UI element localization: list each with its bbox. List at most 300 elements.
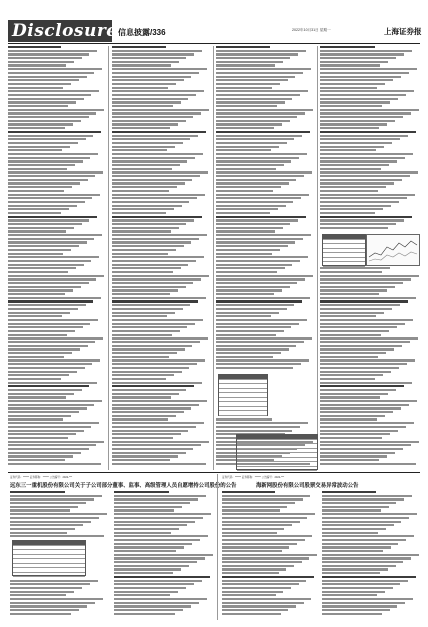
- text-line: [112, 293, 170, 295]
- newspaper-masthead: 上海证券报: [384, 27, 422, 36]
- text-line: [216, 359, 309, 361]
- text-line: [322, 576, 416, 578]
- text-line: [112, 300, 198, 302]
- text-line: [320, 61, 388, 63]
- text-line: [216, 238, 303, 240]
- text-line: [10, 605, 87, 607]
- text-line: [322, 506, 389, 508]
- text-line: [216, 68, 311, 70]
- text-line: [216, 345, 296, 347]
- text-line: [112, 131, 206, 133]
- text-column-1: [8, 46, 105, 470]
- text-line: [112, 282, 193, 284]
- text-line: [8, 297, 101, 299]
- text-line: [222, 557, 309, 559]
- text-line: [216, 422, 308, 424]
- text-line: [216, 83, 280, 85]
- text-line: [320, 146, 384, 148]
- text-line: [216, 175, 304, 177]
- text-line: [8, 238, 94, 240]
- text-line: [8, 304, 86, 306]
- text-line: [112, 444, 201, 446]
- text-line: [112, 433, 181, 435]
- text-line: [222, 521, 300, 523]
- text-line: [8, 282, 89, 284]
- text-line: [222, 498, 303, 500]
- text-line: [10, 513, 107, 515]
- text-line: [320, 437, 382, 439]
- text-line: [216, 241, 295, 243]
- text-line: [216, 101, 285, 103]
- text-line: [222, 509, 280, 511]
- text-line: [320, 452, 395, 454]
- text-line: [216, 312, 279, 314]
- text-line: [320, 341, 410, 343]
- text-line: [8, 400, 102, 402]
- text-line: [114, 528, 179, 530]
- text-line: [112, 219, 194, 221]
- text-line: [216, 212, 270, 214]
- text-line: [8, 359, 100, 361]
- text-line: [112, 109, 209, 111]
- text-line: [216, 297, 310, 299]
- section-rule: [8, 472, 420, 473]
- text-line: [10, 491, 65, 493]
- text-line: [10, 506, 78, 508]
- text-line: [216, 72, 303, 74]
- text-line: [112, 146, 175, 148]
- text-line: [10, 602, 95, 604]
- text-line: [8, 76, 87, 78]
- text-line: [322, 605, 397, 607]
- text-line: [216, 275, 313, 277]
- text-line: [216, 171, 312, 173]
- text-line: [8, 194, 100, 196]
- text-line: [216, 319, 307, 321]
- text-line: [112, 411, 184, 413]
- text-line: [320, 138, 400, 140]
- text-line: [114, 498, 198, 500]
- text-line: [8, 330, 75, 332]
- text-line: [8, 407, 87, 409]
- text-line: [216, 337, 312, 339]
- text-line: [216, 87, 272, 89]
- text-line: [320, 385, 404, 387]
- text-line: [114, 576, 210, 578]
- text-line: [8, 179, 88, 181]
- text-line: [8, 205, 77, 207]
- text-line: [8, 186, 72, 188]
- text-line: [8, 418, 63, 420]
- text-line: [216, 278, 305, 280]
- text-line: [222, 495, 310, 497]
- text-line: [114, 565, 189, 567]
- text-line: [216, 352, 281, 354]
- text-line: [216, 208, 278, 210]
- text-line: [216, 227, 283, 229]
- text-line: [8, 171, 103, 173]
- text-line: [320, 142, 392, 144]
- text-line: [112, 101, 181, 103]
- text-line: [112, 179, 192, 181]
- text-line: [8, 53, 89, 55]
- text-line: [222, 546, 289, 548]
- text-line: [8, 72, 94, 74]
- text-line: [216, 138, 294, 140]
- text-line: [112, 153, 203, 155]
- text-line: [114, 605, 191, 607]
- text-line: [112, 94, 196, 96]
- text-line: [322, 594, 377, 596]
- text-line: [8, 50, 97, 52]
- text-line: [320, 441, 419, 443]
- text-line: [8, 275, 104, 277]
- text-line: [112, 441, 209, 443]
- text-line: [222, 535, 312, 537]
- text-line: [8, 260, 91, 262]
- text-line: [10, 583, 90, 585]
- text-line: [320, 201, 399, 203]
- text-line: [216, 282, 297, 284]
- text-line: [112, 138, 190, 140]
- text-line: [112, 212, 166, 214]
- text-line: [216, 216, 306, 218]
- text-line: [216, 135, 302, 137]
- text-line: [8, 64, 66, 66]
- text-line: [112, 245, 184, 247]
- text-line: [320, 223, 396, 225]
- text-line: [320, 179, 402, 181]
- text-line: [112, 371, 182, 373]
- text-line: [320, 197, 407, 199]
- text-line: [114, 609, 183, 611]
- text-line: [112, 267, 181, 269]
- text-line: [320, 426, 406, 428]
- text-line: [112, 426, 196, 428]
- text-line: [320, 463, 416, 465]
- text-line: [114, 550, 176, 552]
- text-line: [320, 367, 399, 369]
- text-line: [216, 98, 292, 100]
- text-line: [222, 532, 277, 534]
- text-line: [322, 532, 378, 534]
- text-line: [322, 546, 391, 548]
- text-line: [216, 182, 289, 184]
- text-line: [320, 422, 414, 424]
- text-line: [216, 304, 294, 306]
- column-divider: [217, 474, 218, 620]
- text-line: [222, 550, 282, 552]
- text-line: [222, 583, 299, 585]
- text-line: [8, 363, 92, 365]
- text-line: [8, 223, 82, 225]
- text-line: [114, 535, 208, 537]
- text-line: [222, 524, 292, 526]
- text-line: [216, 323, 299, 325]
- text-line: [112, 164, 180, 166]
- text-line: [320, 112, 411, 114]
- announcement-title: 海新网股份有限公司股票交易异常波动公告: [256, 483, 359, 489]
- text-line: [320, 227, 388, 229]
- text-line: [320, 275, 419, 277]
- text-line: [114, 572, 173, 574]
- text-line: [10, 591, 74, 593]
- text-line: [322, 613, 382, 615]
- text-line: [112, 418, 168, 420]
- text-line: [222, 587, 291, 589]
- text-line: [222, 572, 279, 574]
- column-divider: [213, 46, 214, 470]
- text-line: [320, 282, 403, 284]
- issue-date: 2022年10月31日 星期一: [292, 28, 331, 32]
- text-line: [112, 330, 180, 332]
- text-line: [8, 249, 71, 251]
- text-line: [114, 561, 197, 563]
- text-line: [216, 76, 295, 78]
- text-line: [322, 513, 417, 515]
- text-line: [216, 326, 291, 328]
- text-line: [8, 197, 92, 199]
- text-line: [8, 312, 70, 314]
- text-line: [8, 101, 76, 103]
- table-row: [219, 416, 267, 421]
- text-line: [8, 98, 84, 100]
- text-line: [222, 543, 297, 545]
- text-line: [320, 337, 418, 339]
- text-line: [112, 53, 194, 55]
- text-line: [8, 46, 61, 48]
- text-line: [8, 146, 70, 148]
- text-line: [112, 241, 191, 243]
- text-line: [322, 535, 414, 537]
- text-line: [8, 208, 69, 210]
- text-line: [112, 64, 171, 66]
- text-line: [216, 142, 287, 144]
- text-line: [216, 123, 282, 125]
- text-line: [320, 64, 380, 66]
- text-line: [112, 455, 178, 457]
- text-line: [216, 105, 277, 107]
- text-line: [320, 433, 390, 435]
- text-line: [216, 205, 286, 207]
- text-line: [222, 609, 288, 611]
- text-line: [320, 378, 375, 380]
- text-line: [112, 356, 169, 358]
- text-line: [320, 105, 382, 107]
- text-line: [216, 219, 298, 221]
- text-line: [8, 212, 61, 214]
- text-line: [216, 271, 277, 273]
- text-line: [320, 304, 400, 306]
- text-line: [320, 444, 411, 446]
- text-line: [8, 135, 93, 137]
- text-line: [8, 463, 101, 465]
- text-line: [112, 238, 199, 240]
- text-line: [114, 495, 206, 497]
- text-line: [216, 53, 298, 55]
- text-line: [216, 190, 273, 192]
- text-line: [112, 186, 177, 188]
- section-title: 信息披露/336: [118, 28, 166, 37]
- text-line: [112, 205, 182, 207]
- text-line: [322, 591, 385, 593]
- text-line: [10, 580, 98, 582]
- text-line: [216, 179, 296, 181]
- text-line: [114, 506, 182, 508]
- text-line: [114, 491, 169, 493]
- text-line: [8, 94, 91, 96]
- text-line: [320, 455, 387, 457]
- text-line: [216, 330, 284, 332]
- text-line: [8, 389, 82, 391]
- text-line: [10, 498, 94, 500]
- text-line: [114, 521, 195, 523]
- text-line: [8, 348, 80, 350]
- text-column-2: [112, 46, 210, 470]
- text-line: [320, 448, 403, 450]
- text-line: [112, 367, 189, 369]
- text-line: [320, 278, 411, 280]
- text-line: [320, 430, 398, 432]
- text-line: [320, 219, 404, 221]
- text-line: [8, 245, 79, 247]
- text-line: [216, 157, 299, 159]
- text-line: [112, 304, 190, 306]
- data-table: [236, 434, 318, 470]
- text-line: [320, 57, 396, 59]
- text-line: [322, 498, 404, 500]
- text-line: [112, 105, 173, 107]
- text-line: [216, 267, 285, 269]
- text-line: [114, 539, 200, 541]
- text-line: [8, 87, 63, 89]
- text-line: [112, 308, 183, 310]
- text-line: [320, 109, 419, 111]
- text-line: [112, 334, 172, 336]
- text-line: [216, 300, 302, 302]
- announcement-text-column: [114, 491, 214, 617]
- text-line: [8, 79, 79, 81]
- text-line: [222, 528, 284, 530]
- text-line: [216, 230, 275, 232]
- text-line: [216, 164, 284, 166]
- text-line: [112, 230, 171, 232]
- text-line: [10, 517, 99, 519]
- text-line: [322, 524, 394, 526]
- text-line: [112, 271, 173, 273]
- text-line: [320, 348, 394, 350]
- text-line: [112, 120, 186, 122]
- text-line: [112, 112, 201, 114]
- text-line: [320, 160, 397, 162]
- text-line: [8, 68, 102, 70]
- text-line: [216, 289, 282, 291]
- text-line: [320, 459, 379, 461]
- text-line: [322, 580, 408, 582]
- text-line: [112, 142, 183, 144]
- text-line: [8, 337, 103, 339]
- text-line: [320, 101, 390, 103]
- text-line: [8, 109, 104, 111]
- text-line: [320, 168, 381, 170]
- text-line: [112, 168, 172, 170]
- text-line: [114, 587, 186, 589]
- text-line: [320, 120, 395, 122]
- text-line: [216, 253, 272, 255]
- text-line: [112, 76, 191, 78]
- text-line: [8, 315, 62, 317]
- text-line: [320, 53, 404, 55]
- text-line: [112, 90, 204, 92]
- text-line: [112, 323, 195, 325]
- text-line: [216, 348, 289, 350]
- text-line: [8, 345, 88, 347]
- text-line: [322, 557, 411, 559]
- text-line: [8, 190, 64, 192]
- text-line: [114, 594, 170, 596]
- text-line: [320, 68, 417, 70]
- text-line: [112, 98, 188, 100]
- text-line: [216, 197, 301, 199]
- announcement-meta: 证券代码：****** 证券简称：****** 公告编号：2022-***: [222, 476, 285, 479]
- text-line: [216, 79, 288, 81]
- text-line: [8, 142, 78, 144]
- text-line: [112, 197, 197, 199]
- text-line: [112, 389, 186, 391]
- text-line: [112, 422, 204, 424]
- text-line: [8, 216, 97, 218]
- text-line: [8, 385, 89, 387]
- text-line: [322, 554, 419, 556]
- text-line: [112, 315, 167, 317]
- text-line: [114, 543, 192, 545]
- text-line: [216, 260, 300, 262]
- text-line: [114, 524, 187, 526]
- text-line: [112, 459, 170, 461]
- text-line: [216, 109, 313, 111]
- text-line: [320, 271, 382, 273]
- text-line: [222, 502, 295, 504]
- text-line: [114, 532, 171, 534]
- text-line: [222, 594, 276, 596]
- text-line: [8, 271, 68, 273]
- text-line: [322, 587, 393, 589]
- text-line: [8, 157, 90, 159]
- text-line: [112, 348, 185, 350]
- table-row: [323, 262, 365, 267]
- text-line: [8, 444, 96, 446]
- text-line: [320, 400, 417, 402]
- text-line: [320, 131, 416, 133]
- text-line: [112, 216, 202, 218]
- text-line: [112, 157, 195, 159]
- text-line: [320, 371, 391, 373]
- text-line: [112, 275, 209, 277]
- text-line: [216, 149, 271, 151]
- text-line: [112, 57, 186, 59]
- text-line: [10, 528, 75, 530]
- text-line: [112, 123, 178, 125]
- text-line: [216, 286, 290, 288]
- text-line: [8, 201, 85, 203]
- text-line: [112, 378, 166, 380]
- text-line: [216, 293, 274, 295]
- text-line: [10, 509, 70, 511]
- text-line: [322, 509, 381, 511]
- text-line: [8, 341, 95, 343]
- text-line: [8, 326, 83, 328]
- text-line: [112, 337, 208, 339]
